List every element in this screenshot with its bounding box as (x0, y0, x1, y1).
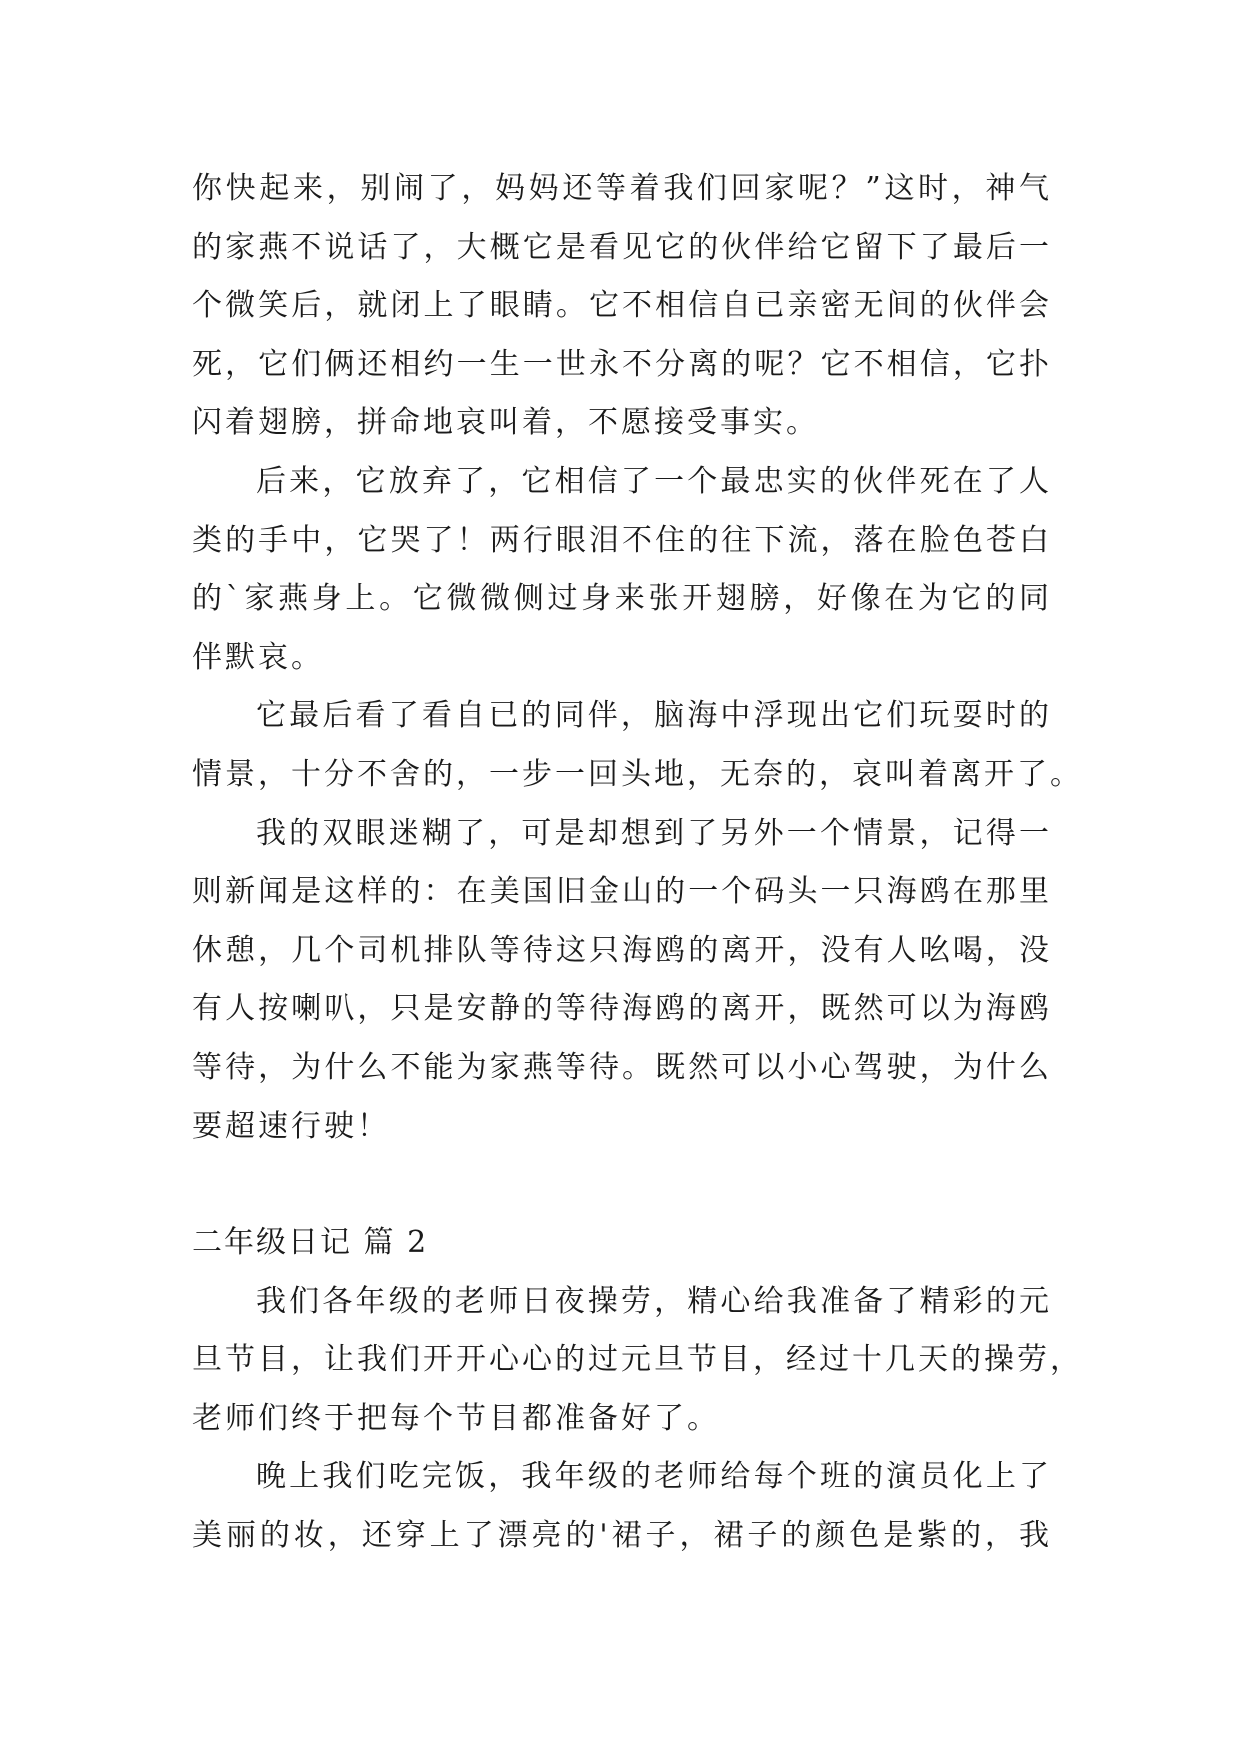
text-line: 它最后看了看自已的同伴，脑海中浮现出它们玩耍时的 (256, 698, 1052, 734)
text-line: 后来，它放弃了，它相信了一个最忠实的伙伴死在了人 (256, 463, 1052, 499)
paragraph-3 (192, 687, 1083, 804)
text-line: 我们各年级的老师日夜操劳，精心给我准备了精彩的元 (256, 1283, 1052, 1319)
text-line: 晚上我们吃完饭，我年级的老师给每个班的演员化上了 (256, 1459, 1052, 1495)
paragraph-5 (192, 1273, 1083, 1449)
text-line: 你快起来，别闹了，妈妈还等着我们回家呢？”这时，神气 (192, 171, 1052, 206)
document-page (192, 160, 1083, 1566)
text-line: 旦节目，让我们开开心心的过元旦节目，经过十几天的操劳， (192, 1342, 1083, 1378)
text-line: 则新闻是这样的：在美国旧金山的一个码头一只海鸥在那里 (192, 874, 1052, 910)
text-line: 休憩，几个司机排队等待这只海鸥的离开，没有人吆喝，没 (192, 932, 1052, 968)
text-line: 类的手中，它哭了！两行眼泪不住的往下流，落在脸色苍白 (192, 522, 1052, 558)
text-line: 美丽的妆，还穿上了漂亮的'裙子，裙子的颜色是紫的，我 (192, 1518, 1052, 1554)
text-line: 死，它们俩还相约一生一世永不分离的呢？它不相信，它扑 (192, 346, 1052, 382)
paragraph-1 (192, 160, 1052, 453)
text-line: 等待，为什么不能为家燕等待。既然可以小心驾驶，为什么 (192, 1049, 1052, 1085)
paragraph-2 (192, 453, 1052, 687)
text-line: 个微笑后，就闭上了眼睛。它不相信自已亲密无间的伙伴会 (192, 288, 1052, 324)
text-line: 的家燕不说话了，大概它是看见它的伙伴给它留下了最后一 (192, 229, 1052, 265)
paragraph-6 (192, 1448, 1052, 1565)
section-title: 二年级日记 篇 2 (192, 1225, 429, 1261)
section-spacer (192, 1156, 1052, 1214)
text-line: 有人按喇叭，只是安静的等待海鸥的离开，既然可以为海鸥 (192, 991, 1052, 1027)
text-line: 伴默哀。 (192, 639, 324, 675)
text-line: 我的双眼迷糊了，可是却想到了另外一个情景，记得一 (256, 815, 1052, 851)
text-line: 要超速行驶！ (192, 1108, 390, 1144)
paragraph-4 (192, 805, 1052, 1157)
text-line: 闪着翅膀，拼命地哀叫着，不愿接受事实。 (192, 405, 819, 441)
text-line: 的`家燕身上。它微微侧过身来张开翅膀，好像在为它的同 (192, 581, 1052, 617)
text-line: 老师们终于把每个节目都准备好了。 (192, 1400, 720, 1436)
text-line: 情景，十分不舍的，一步一回头地，无奈的，哀叫着离开了。 (192, 756, 1083, 792)
